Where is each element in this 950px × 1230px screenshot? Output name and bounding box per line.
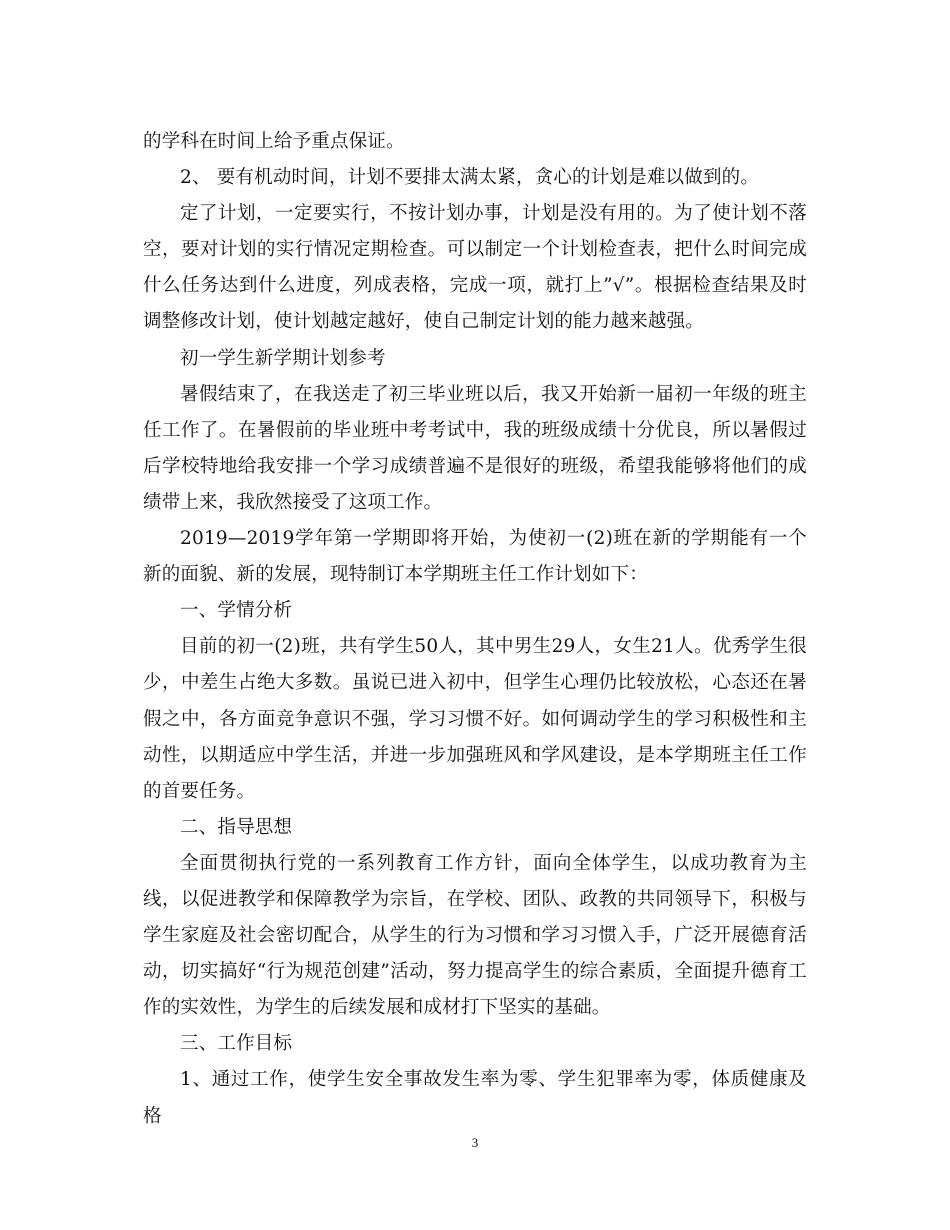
paragraph: 的学科在时间上给予重点保证。 <box>143 131 405 152</box>
document-body <box>143 124 807 1135</box>
paragraph: 1、通过工作，使学生安全事故发生率为零、学生犯罪率为零，体质健康及格 <box>143 1069 807 1127</box>
paragraph: 2019—2019学年第一学期即将开始，为使初一(2)班在新的学期能有一个新的面貌、新的发展，现特制订本学期班主任工作计划如下： <box>143 528 807 586</box>
paragraph: 2、 要有机动时间，计划不要排太满太紧，贪心的计划是难以做到的。 <box>180 167 760 189</box>
section-heading: 一、学情分析 <box>180 600 293 622</box>
paragraph: 定了计划，一定要实行，不按计划办事，计划是没有用的。为了使计划不落空，要对计划的实行情况定期检查。可以制定一个计划检查表，把什么时间完成什么任务达到什么进度，列成表格，完成一项，就打上”√”。根据检查结果及时调整修改计划，使计划越定越好，使自己制定计划的能力越来越强。 <box>143 203 807 333</box>
section-heading: 三、工作目标 <box>180 1033 293 1055</box>
section-heading: 二、指导思想 <box>180 816 293 838</box>
paragraph: 目前的初一(2)班，共有学生50人，其中男生29人，女生21人。优秀学生很少，中差生占绝大多数。虽说已进入初中，但学生心理仍比较放松，心态还在暑假之中，各方面竞争意识不强，学习习惯不好。如何调动学生的学习积极性和主动性，以期适应中学生活，并进一步加强班风和学风建设，是本学期班主任工作的首要任务。 <box>143 636 807 802</box>
paragraph: 暑假结束了，在我送走了初三毕业班以后，我又开始新一届初一年级的班主任工作了。在暑假前的毕业班中考考试中，我的班级成绩十分优良，所以暑假过后学校特地给我安排一个学习成绩普遍不是很好的班级，希望我能够将他们的成绩带上来，我欣然接受了这项工作。 <box>143 383 807 513</box>
section-heading: 初一学生新学期计划参考 <box>180 347 386 369</box>
paragraph: 全面贯彻执行党的一系列教育工作方针，面向全体学生，以成功教育为主线，以促进教学和保障教学为宗旨，在学校、团队、政教的共同领导下，积极与学生家庭及社会密切配合，从学生的行为习惯和学习习惯入手，广泛开展德育活动，切实搞好“行为规范创建”活动，努力提高学生的综合素质，全面提升德育工作的实效性，为学生的后续发展和成材打下坚实的基础。 <box>143 852 807 1019</box>
page-number: 3 <box>471 1135 479 1150</box>
